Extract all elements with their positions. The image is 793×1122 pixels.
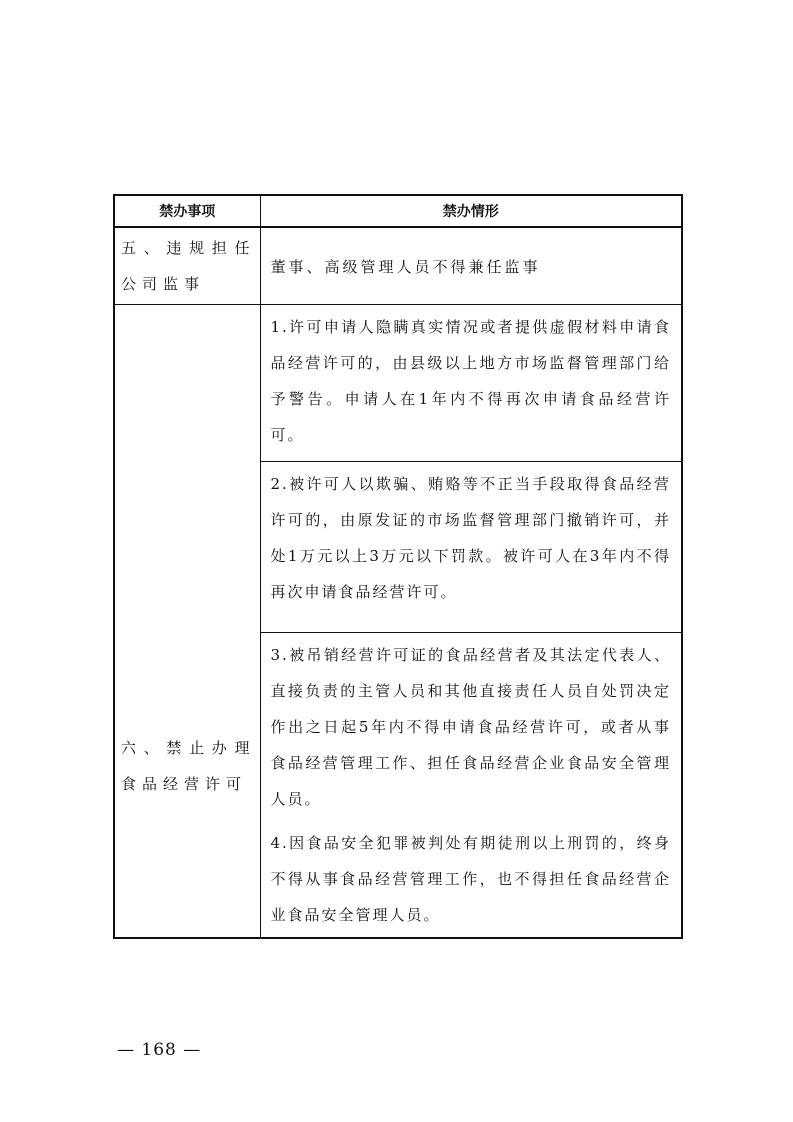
prohibited-matters-table	[113, 194, 683, 939]
row6-situation-cell-1	[260, 305, 682, 462]
row5-situation-cell: 董事、高级管理人员不得兼任监事	[260, 227, 682, 305]
page-number: — 168 —	[117, 1040, 202, 1060]
table-row	[114, 305, 682, 462]
table-header-row	[114, 195, 682, 227]
row6-item-text: 六、禁止办理食品经营许可	[121, 739, 256, 793]
row6-item-cell	[114, 305, 260, 939]
table-row	[114, 227, 682, 305]
situation-paragraph-1: 1.许可申请人隐瞒真实情况或者提供虚假材料申请食品经营许可的，由县级以上地方市场监督管理部门给予警告。申请人在1年内不得再次申请食品经营许可。	[270, 318, 671, 444]
row5-item-cell	[114, 227, 260, 305]
row5-item-text: 五、违规担任公司监事	[121, 239, 256, 293]
row6-situation-cell-2	[260, 462, 682, 633]
situation-paragraph-3: 3.被吊销经营许可证的食品经营者及其法定代表人、直接负责的主管人员和其他直接责任人员自处罚决定作出之日起5年内不得申请食品经营许可，或者从事食品经营管理工作、担任食品经营企业食品安全管理人员。	[270, 646, 671, 808]
row6-situation-cell-3	[260, 633, 682, 939]
situation-paragraph-2: 2.被许可人以欺骗、贿赂等不正当手段取得食品经营许可的，由原发证的市场监督管理部门撤销许可，并处1万元以上3万元以下罚款。被许可人在3年内不得再次申请食品经营许可。	[270, 475, 671, 601]
header-prohibited-situation: 禁办情形	[260, 195, 682, 227]
situation-paragraph-4: 4.因食品安全犯罪被判处有期徒刑以上刑罚的，终身不得从事食品经营管理工作，也不得担任食品经营企业食品安全管理人员。	[270, 834, 671, 924]
header-prohibited-item: 禁办事项	[114, 195, 260, 227]
